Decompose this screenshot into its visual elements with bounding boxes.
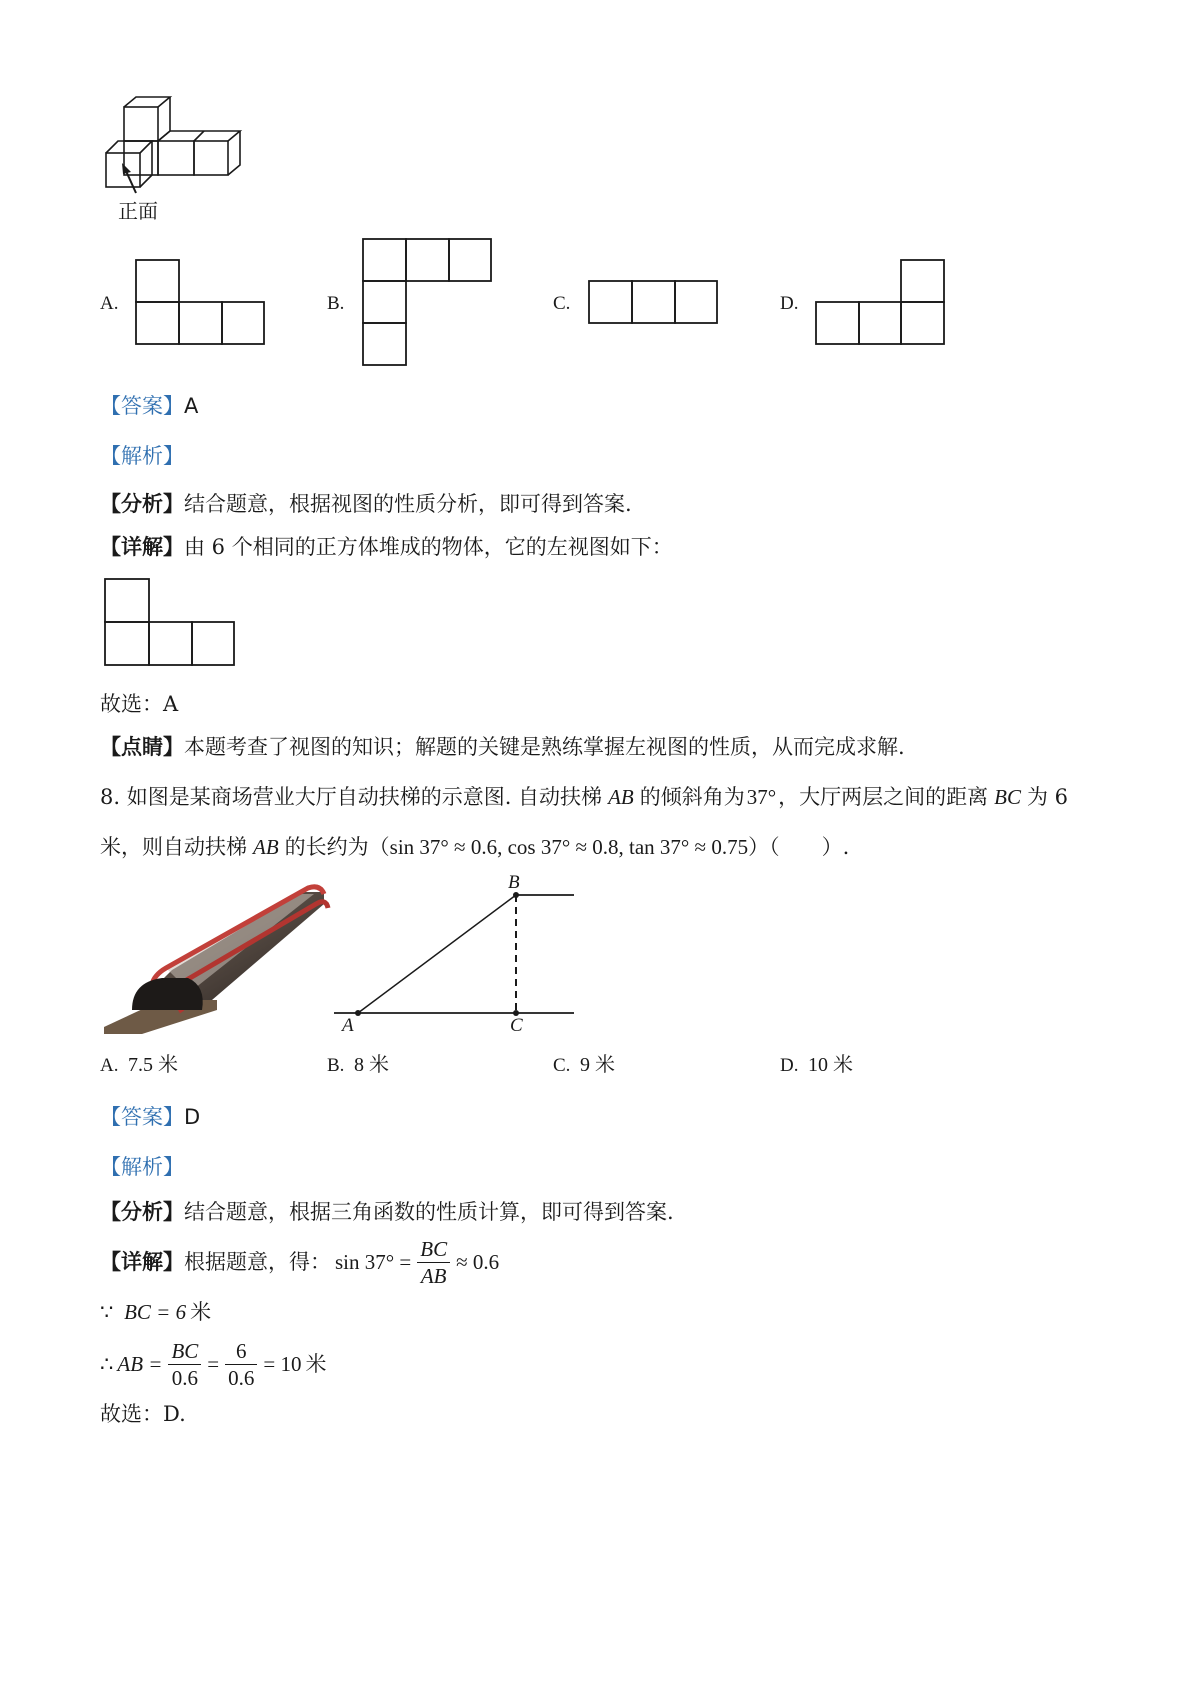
q7-dianjing-line [100,733,905,761]
eq3-right: = 10 [263,1352,302,1376]
q8-analysis-tag: 【解析】 [100,1155,184,1179]
front-label: 正面 [118,199,158,223]
q7-answer-value: A [184,394,199,418]
q7-option-c-figure [588,280,718,326]
point-b-label: B [508,872,520,893]
triangle-diagram [334,870,576,1040]
q8-option-d-letter: D. [780,1055,799,1076]
q8-answer-value: D [184,1105,201,1129]
q8-option-c-letter: C. [553,1055,571,1076]
q7-answer-tag: 【答案】 [100,394,184,418]
q7-fenxi-tag: 【分析】 [100,491,184,516]
eq3-fraction-2 [225,1338,257,1391]
q8-option-a-text: 7.5 米 [127,1054,178,1076]
q7-option-a-letter[interactable]: A. [100,293,119,314]
q8-option-c[interactable] [553,1052,615,1079]
eq2: BC = 6 [124,1300,187,1324]
therefore-symbol: ∴ [100,1352,114,1376]
q7-answer-line [100,392,198,420]
q8-option-b-text: 8 米 [353,1054,389,1076]
q8-ab: AB [608,785,634,809]
q8-option-d-text: 10 米 [807,1054,853,1076]
q7-xiangjie-line [100,533,673,561]
q7-left-view-figure [104,578,236,666]
q8-stem-l2-a: 米，则自动扶梯 [100,835,247,859]
q8-option-c-text: 9 米 [579,1054,615,1076]
q7-option-d-figure [815,259,945,345]
q8-option-d[interactable] [780,1052,853,1079]
q7-xiangjie-tag: 【详解】 [100,534,184,559]
eq3-left: AB = [117,1352,163,1376]
q8-trig-values: sin 37° ≈ 0.6, cos 37° ≈ 0.8, tan 37° ≈ 0.75 [389,835,749,859]
q7-fenxi-line [100,490,632,518]
q8-stem-l1-c: ，大厅两层之间的距离 [778,785,989,809]
q8-angle: 37° [746,785,777,809]
q8-option-a-letter: A. [100,1055,119,1076]
point-a-label: A [342,1015,354,1036]
q8-stem-l2-b: 的长约为（ [284,835,390,859]
q8-fenxi-tag: 【分析】 [100,1199,184,1224]
eq3-num1: BC [168,1338,201,1365]
eq1-den: AB [420,1263,447,1288]
q8-stem-l2-c: ）（ ）. [748,835,850,859]
q7-option-b-figure [362,238,492,368]
escalator-image [102,882,330,1036]
q8-therefore-line [100,1336,326,1392]
eq3-fraction-1 [168,1338,201,1391]
q7-choose: 故选：A [100,692,179,716]
eq3-eq: = [207,1352,220,1376]
q8-xiangjie-tag: 【详解】 [100,1249,184,1274]
eq1-right: ≈ 0.6 [456,1250,500,1274]
eq1-num: BC [417,1236,450,1263]
q8-choose: 故选：D. [100,1402,186,1426]
eq1-left: sin 37° = [335,1250,412,1274]
q8-stem-line2 [100,833,849,861]
q8-answer-line [100,1103,200,1131]
because-symbol: ∵ [100,1300,114,1324]
q8-stem-line1 [100,783,1068,811]
eq3-den1: 0.6 [171,1365,198,1390]
q7-fenxi-text: 结合题意，根据视图的性质分析，即可得到答案. [184,492,632,516]
point-c-label: C [510,1015,523,1036]
cube-stack-figure [100,95,240,195]
q8-option-b-letter: B. [327,1055,345,1076]
q8-stem-l1-b: 的倾斜角为 [639,785,745,809]
q8-xiangjie-text: 根据题意，得： [184,1250,331,1274]
q7-dianjing-tag: 【点睛】 [100,734,184,759]
q8-fenxi-text: 结合题意，根据三角函数的性质计算，即可得到答案. [184,1200,674,1224]
q8-ab-2: AB [253,835,279,859]
q7-option-b-letter[interactable]: B. [327,293,345,314]
q7-option-d-letter[interactable]: D. [780,293,799,314]
eq3-unit: 米 [305,1352,327,1376]
q7-xiangjie-text: 由 6 个相同的正方体堆成的物体，它的左视图如下： [184,535,673,559]
q8-xiangjie-line [100,1234,499,1290]
eq1-fraction [417,1236,450,1289]
q8-stem-l1-d: 为 6 [1026,785,1069,809]
q8-stem-l1-a: 8. 如图是某商场营业大厅自动扶梯的示意图. 自动扶梯 [100,785,603,809]
q8-option-b[interactable] [327,1052,389,1079]
q7-option-c-letter[interactable]: C. [553,293,571,314]
q8-option-a[interactable] [100,1052,178,1079]
q8-bc: BC [994,785,1021,809]
q8-fenxi-line [100,1198,674,1226]
q8-answer-tag: 【答案】 [100,1105,184,1129]
q7-option-a-figure [135,259,265,345]
q8-because-line [100,1298,211,1326]
eq2-unit: 米 [190,1300,212,1324]
q7-analysis-tag: 【解析】 [100,444,184,468]
eq3-den2: 0.6 [228,1365,255,1390]
q7-dianjing-text: 本题考查了视图的知识；解题的关键是熟练掌握左视图的性质，从而完成求解. [184,735,905,759]
eq3-num2: 6 [225,1338,257,1365]
